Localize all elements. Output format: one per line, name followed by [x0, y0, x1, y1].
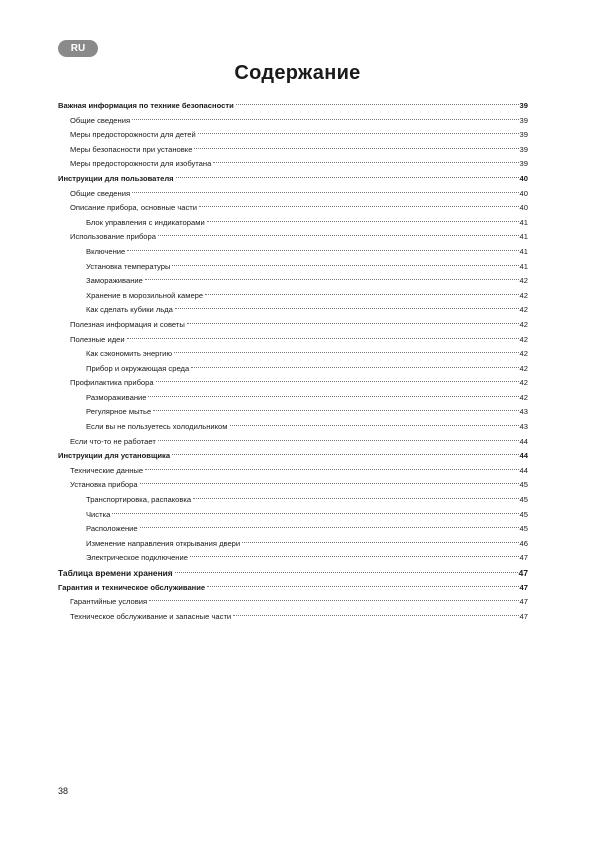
toc-entry[interactable]	[58, 319, 528, 334]
toc-entry-page: 42	[519, 363, 528, 373]
toc-entry-page: 42	[519, 290, 528, 300]
toc-leader-dots	[127, 250, 518, 251]
toc-entry-page: 40	[519, 188, 528, 198]
toc-entry[interactable]	[58, 363, 528, 378]
toc-leader-dots	[132, 192, 518, 193]
toc-entry-page: 44	[519, 436, 528, 446]
toc-entry-page: 45	[519, 524, 528, 534]
toc-leader-dots	[175, 308, 519, 309]
toc-leader-dots	[187, 323, 519, 324]
toc-leader-dots	[190, 556, 519, 557]
toc-entry[interactable]	[58, 479, 528, 494]
toc-entry[interactable]	[58, 509, 528, 524]
toc-entry[interactable]	[58, 582, 528, 597]
toc-entry-label: Включение	[86, 246, 126, 256]
toc-entry-page: 45	[519, 495, 528, 505]
toc-entry[interactable]	[58, 158, 528, 173]
toc-entry-label: Гарантия и техническое обслуживание	[58, 582, 206, 592]
toc-leader-dots	[158, 440, 519, 441]
toc-entry-page: 41	[519, 261, 528, 271]
toc-entry-label: Транспортировка, распаковка	[86, 495, 192, 505]
toc-entry-label: Инструкции для пользователя	[58, 173, 174, 183]
toc-entry-page: 41	[519, 246, 528, 256]
toc-entry-label: Хранение в морозильной камере	[86, 290, 204, 300]
toc-leader-dots	[158, 235, 519, 236]
toc-entry[interactable]	[58, 406, 528, 421]
toc-entry[interactable]	[58, 494, 528, 509]
toc-leader-dots	[176, 177, 519, 178]
toc-leader-dots	[153, 410, 518, 411]
toc-leader-dots	[148, 396, 518, 397]
page-title: Содержание	[234, 62, 361, 84]
toc-entry-page: 41	[519, 232, 528, 242]
toc-entry-label: Полезная информация и советы	[70, 319, 185, 329]
toc-entry-label: Гарантийные условия	[70, 597, 148, 607]
toc-entry-page: 39	[519, 159, 528, 169]
toc-entry-label: Установка прибора	[70, 480, 138, 490]
toc-entry-page: 40	[519, 173, 528, 183]
toc-entry-page: 42	[519, 305, 528, 315]
toc-leader-dots	[145, 279, 519, 280]
toc-entry-label: Меры предосторожности для изобутана	[70, 159, 212, 169]
toc-entry[interactable]	[58, 538, 528, 553]
toc-entry[interactable]	[58, 377, 528, 392]
page-number: 38	[58, 786, 69, 796]
toc-entry[interactable]	[58, 523, 528, 538]
toc-entry-label: Меры предосторожности для детей	[70, 130, 196, 140]
toc-entry-page: 44	[519, 465, 528, 475]
toc-entry-label: Замораживание	[86, 276, 143, 286]
toc-entry[interactable]	[58, 246, 528, 261]
toc-leader-dots	[242, 542, 518, 543]
toc-entry-label: Как сэкономить энергию	[86, 349, 173, 359]
toc-entry-label: Как сделать кубики льда	[86, 305, 173, 315]
toc-entry-label: Установка температуры	[86, 261, 171, 271]
toc-entry-label: Описание прибора, основные части	[70, 203, 198, 213]
toc-leader-dots	[145, 469, 518, 470]
toc-entry[interactable]	[58, 188, 528, 203]
toc-leader-dots	[205, 294, 518, 295]
toc-entry-label: Размораживание	[86, 392, 147, 402]
toc-entry[interactable]	[58, 552, 528, 567]
toc-entry-label: Регулярное мытье	[86, 407, 152, 417]
toc-entry[interactable]	[58, 465, 528, 480]
toc-leader-dots	[140, 483, 519, 484]
toc-leader-dots	[132, 119, 518, 120]
toc-entry-page: 43	[519, 422, 528, 432]
toc-entry-label: Расположение	[86, 524, 138, 534]
toc-leader-dots	[213, 162, 518, 163]
toc-entry-label: Инструкции для установщика	[58, 451, 171, 461]
toc-entry-page: 42	[519, 349, 528, 359]
toc-entry[interactable]	[58, 348, 528, 363]
toc-entry[interactable]	[58, 100, 528, 115]
toc-entry-label: Электрическое подключение	[86, 553, 188, 563]
table-of-contents	[58, 100, 528, 625]
toc-entry[interactable]	[58, 261, 528, 276]
toc-entry[interactable]	[58, 567, 528, 582]
toc-entry-page: 42	[519, 319, 528, 329]
toc-entry-label: Чистка	[86, 509, 111, 519]
toc-entry-label: Блок управления с индикаторами	[86, 217, 205, 227]
toc-entry-page: 41	[519, 217, 528, 227]
toc-leader-dots	[194, 148, 518, 149]
toc-entry-page: 47	[519, 582, 528, 592]
toc-entry[interactable]	[58, 304, 528, 319]
toc-entry[interactable]	[58, 290, 528, 305]
toc-entry-page: 42	[519, 378, 528, 388]
toc-entry-label: Полезные идеи	[70, 334, 125, 344]
toc-entry-label: Техническое обслуживание и запасные части	[70, 611, 232, 621]
toc-entry[interactable]	[58, 611, 528, 626]
toc-entry-label: Общие сведения	[70, 188, 131, 198]
toc-leader-dots	[233, 615, 518, 616]
toc-entry[interactable]	[58, 173, 528, 188]
toc-entry[interactable]	[58, 115, 528, 130]
toc-entry-label: Если что-то не работает	[70, 436, 156, 446]
toc-entry-label: Меры безопасности при установке	[70, 144, 193, 154]
toc-leader-dots	[175, 572, 518, 573]
toc-leader-dots	[230, 425, 519, 426]
toc-leader-dots	[191, 367, 518, 368]
toc-entry-label: Если вы не пользуетесь холодильником	[86, 422, 228, 432]
toc-entry[interactable]	[58, 217, 528, 232]
toc-entry-label: Использование прибора	[70, 232, 156, 242]
toc-leader-dots	[149, 600, 518, 601]
toc-leader-dots	[127, 338, 519, 339]
toc-entry-label: Таблица времени хранения	[58, 568, 173, 578]
toc-entry-page: 46	[519, 538, 528, 548]
toc-entry-page: 47	[519, 597, 528, 607]
toc-entry-page: 47	[519, 553, 528, 563]
toc-entry-label: Общие сведения	[70, 115, 131, 125]
toc-leader-dots	[199, 206, 519, 207]
toc-entry-label: Изменение направления открывания двери	[86, 538, 241, 548]
toc-entry[interactable]	[58, 392, 528, 407]
toc-entry[interactable]	[58, 450, 528, 465]
toc-leader-dots	[207, 221, 519, 222]
toc-leader-dots	[236, 104, 519, 105]
toc-entry-page: 40	[519, 203, 528, 213]
toc-leader-dots	[198, 133, 519, 134]
toc-entry-page: 42	[519, 334, 528, 344]
toc-entry[interactable]	[58, 436, 528, 451]
toc-leader-dots	[172, 265, 518, 266]
toc-entry[interactable]	[58, 144, 528, 159]
toc-entry-page: 47	[518, 568, 528, 578]
toc-entry-label: Прибор и окружающая среда	[86, 363, 190, 373]
toc-entry-page: 47	[519, 611, 528, 621]
toc-leader-dots	[156, 381, 519, 382]
toc-entry[interactable]	[58, 421, 528, 436]
toc-entry-label: Важная информация по технике безопасности	[58, 101, 234, 110]
toc-leader-dots	[112, 513, 518, 514]
toc-entry[interactable]	[58, 129, 528, 144]
toc-entry-page: 39	[519, 101, 528, 110]
toc-leader-dots	[193, 498, 518, 499]
toc-entry[interactable]	[58, 596, 528, 611]
toc-entry-label: Технические данные	[70, 465, 144, 475]
toc-entry[interactable]	[58, 231, 528, 246]
toc-leader-dots	[140, 527, 519, 528]
toc-entry-page: 44	[519, 451, 528, 461]
toc-entry-page: 39	[519, 130, 528, 140]
toc-entry-page: 43	[519, 407, 528, 417]
toc-entry-page: 42	[519, 276, 528, 286]
toc-entry-page: 45	[519, 480, 528, 490]
toc-entry-page: 39	[519, 144, 528, 154]
toc-entry[interactable]	[58, 202, 528, 217]
language-badge: RU	[58, 40, 98, 57]
toc-leader-dots	[172, 454, 519, 455]
toc-entry[interactable]	[58, 275, 528, 290]
toc-entry-page: 42	[519, 392, 528, 402]
toc-entry[interactable]	[58, 334, 528, 349]
toc-entry-page: 39	[519, 115, 528, 125]
toc-leader-dots	[174, 352, 518, 353]
toc-entry-label: Профилактика прибора	[70, 378, 154, 388]
toc-entry-page: 45	[519, 509, 528, 519]
toc-leader-dots	[207, 586, 518, 587]
